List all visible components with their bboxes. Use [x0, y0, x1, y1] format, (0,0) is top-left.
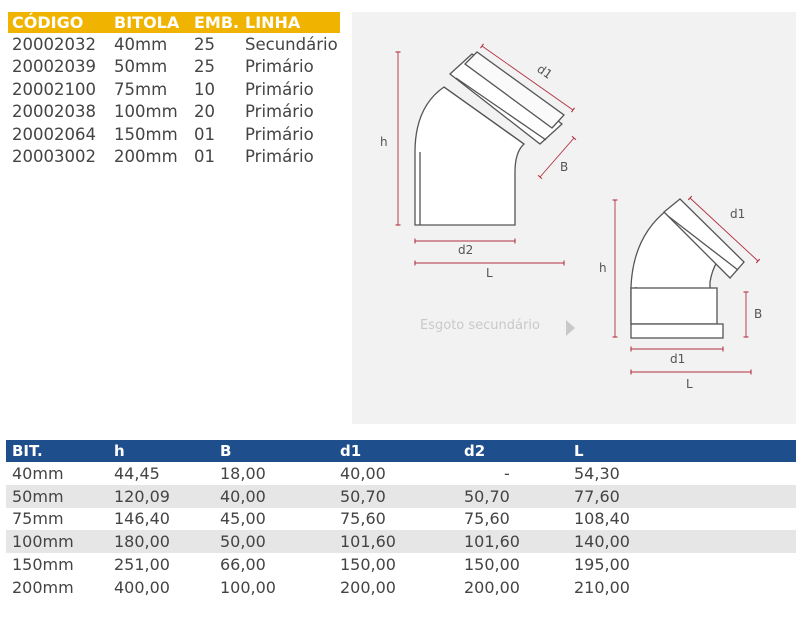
header-d1: d1 [340, 442, 362, 460]
cell-bit: 75mm [12, 509, 64, 529]
upper-label-h: h [380, 135, 388, 149]
cell-b: 100,00 [220, 577, 276, 597]
header-b: B [220, 442, 232, 460]
upper-label-d2: d2 [458, 243, 474, 257]
lower-label-h: h [599, 261, 607, 275]
cell-h: 44,45 [114, 463, 160, 483]
technical-drawing [352, 12, 796, 424]
product-row [8, 56, 340, 79]
table-row [6, 462, 796, 485]
cell-h: 251,00 [114, 555, 170, 575]
cell-codigo: 20002038 [12, 102, 96, 122]
table-row [6, 553, 796, 576]
product-table-header [8, 12, 340, 33]
cell-linha: Primário [245, 79, 314, 99]
cell-bit: 40mm [12, 463, 64, 483]
lower-label-d1-top: d1 [730, 207, 746, 221]
cell-h: 400,00 [114, 577, 170, 597]
caption-esgoto-secundario: Esgoto secundário [420, 318, 540, 333]
cell-codigo: 20003002 [12, 147, 96, 167]
cell-d2: - [504, 463, 510, 483]
cell-bitola: 150mm [114, 124, 178, 144]
cell-codigo: 20002039 [12, 57, 96, 77]
cell-bitola: 40mm [114, 34, 168, 54]
cell-l: 54,30 [574, 463, 620, 483]
product-row [8, 146, 340, 169]
cell-emb: 10 [194, 79, 215, 99]
cell-d1: 40,00 [340, 463, 386, 483]
cell-l: 108,40 [574, 509, 630, 529]
cell-d2: 50,70 [464, 486, 510, 506]
upper-label-d1: d1 [534, 61, 555, 82]
cell-b: 40,00 [220, 486, 266, 506]
cell-bit: 200mm [12, 577, 74, 597]
header-d2: d2 [464, 442, 486, 460]
cell-d2: 101,60 [464, 532, 520, 552]
cell-d1: 101,60 [340, 532, 396, 552]
cell-emb: 20 [194, 102, 215, 122]
cell-h: 146,40 [114, 509, 170, 529]
cell-linha: Primário [245, 57, 314, 77]
cell-d1: 50,70 [340, 486, 386, 506]
cell-b: 18,00 [220, 463, 266, 483]
cell-b: 45,00 [220, 509, 266, 529]
cell-d1: 75,60 [340, 509, 386, 529]
product-row [8, 33, 340, 56]
product-row [8, 123, 340, 146]
cell-bitola: 50mm [114, 57, 168, 77]
cell-linha: Primário [245, 124, 314, 144]
cell-b: 50,00 [220, 532, 266, 552]
cell-d2: 75,60 [464, 509, 510, 529]
cell-emb: 25 [194, 57, 215, 77]
header-bit: BIT. [12, 442, 43, 460]
dimensions-table-header [6, 440, 796, 462]
cell-b: 66,00 [220, 555, 266, 575]
upper-label-b: B [560, 160, 569, 174]
header-linha: LINHA [245, 13, 301, 32]
cell-emb: 01 [194, 124, 215, 144]
cell-bitola: 200mm [114, 147, 178, 167]
cell-d2: 200,00 [464, 577, 520, 597]
product-row [8, 78, 340, 101]
header-codigo: CÓDIGO [12, 13, 84, 32]
header-l: L [574, 442, 584, 460]
cell-bit: 150mm [12, 555, 74, 575]
table-row [6, 485, 796, 508]
cell-bit: 50mm [12, 486, 64, 506]
lower-label-b: B [754, 307, 763, 321]
product-row [8, 101, 340, 124]
cell-codigo: 20002032 [12, 34, 96, 54]
cell-bit: 100mm [12, 532, 74, 552]
cell-d1: 200,00 [340, 577, 396, 597]
cell-codigo: 20002100 [12, 79, 96, 99]
upper-label-l: L [486, 266, 493, 280]
cell-emb: 25 [194, 34, 215, 54]
header-bitola: BITOLA [114, 13, 180, 32]
cell-linha: Primário [245, 147, 314, 167]
cell-l: 195,00 [574, 555, 630, 575]
cell-l: 140,00 [574, 532, 630, 552]
cell-codigo: 20002064 [12, 124, 96, 144]
cell-l: 77,60 [574, 486, 620, 506]
product-code-table [8, 12, 340, 168]
lower-label-l: L [686, 377, 693, 391]
technical-drawing-panel [352, 12, 796, 424]
cell-d2: 150,00 [464, 555, 520, 575]
table-row [6, 530, 796, 553]
cell-linha: Secundário [245, 34, 338, 54]
cell-bitola: 75mm [114, 79, 168, 99]
dimensions-table [6, 440, 796, 599]
cell-linha: Primário [245, 102, 314, 122]
lower-elbow-drawing [631, 199, 744, 338]
header-h: h [114, 442, 125, 460]
header-emb: EMB. [194, 13, 240, 32]
cell-d1: 150,00 [340, 555, 396, 575]
play-arrow-icon [566, 320, 575, 336]
cell-h: 120,09 [114, 486, 170, 506]
cell-h: 180,00 [114, 532, 170, 552]
cell-emb: 01 [194, 147, 215, 167]
lower-label-d1-bottom: d1 [670, 352, 686, 366]
cell-bitola: 100mm [114, 102, 178, 122]
table-row [6, 576, 796, 599]
table-row [6, 508, 796, 531]
cell-l: 210,00 [574, 577, 630, 597]
